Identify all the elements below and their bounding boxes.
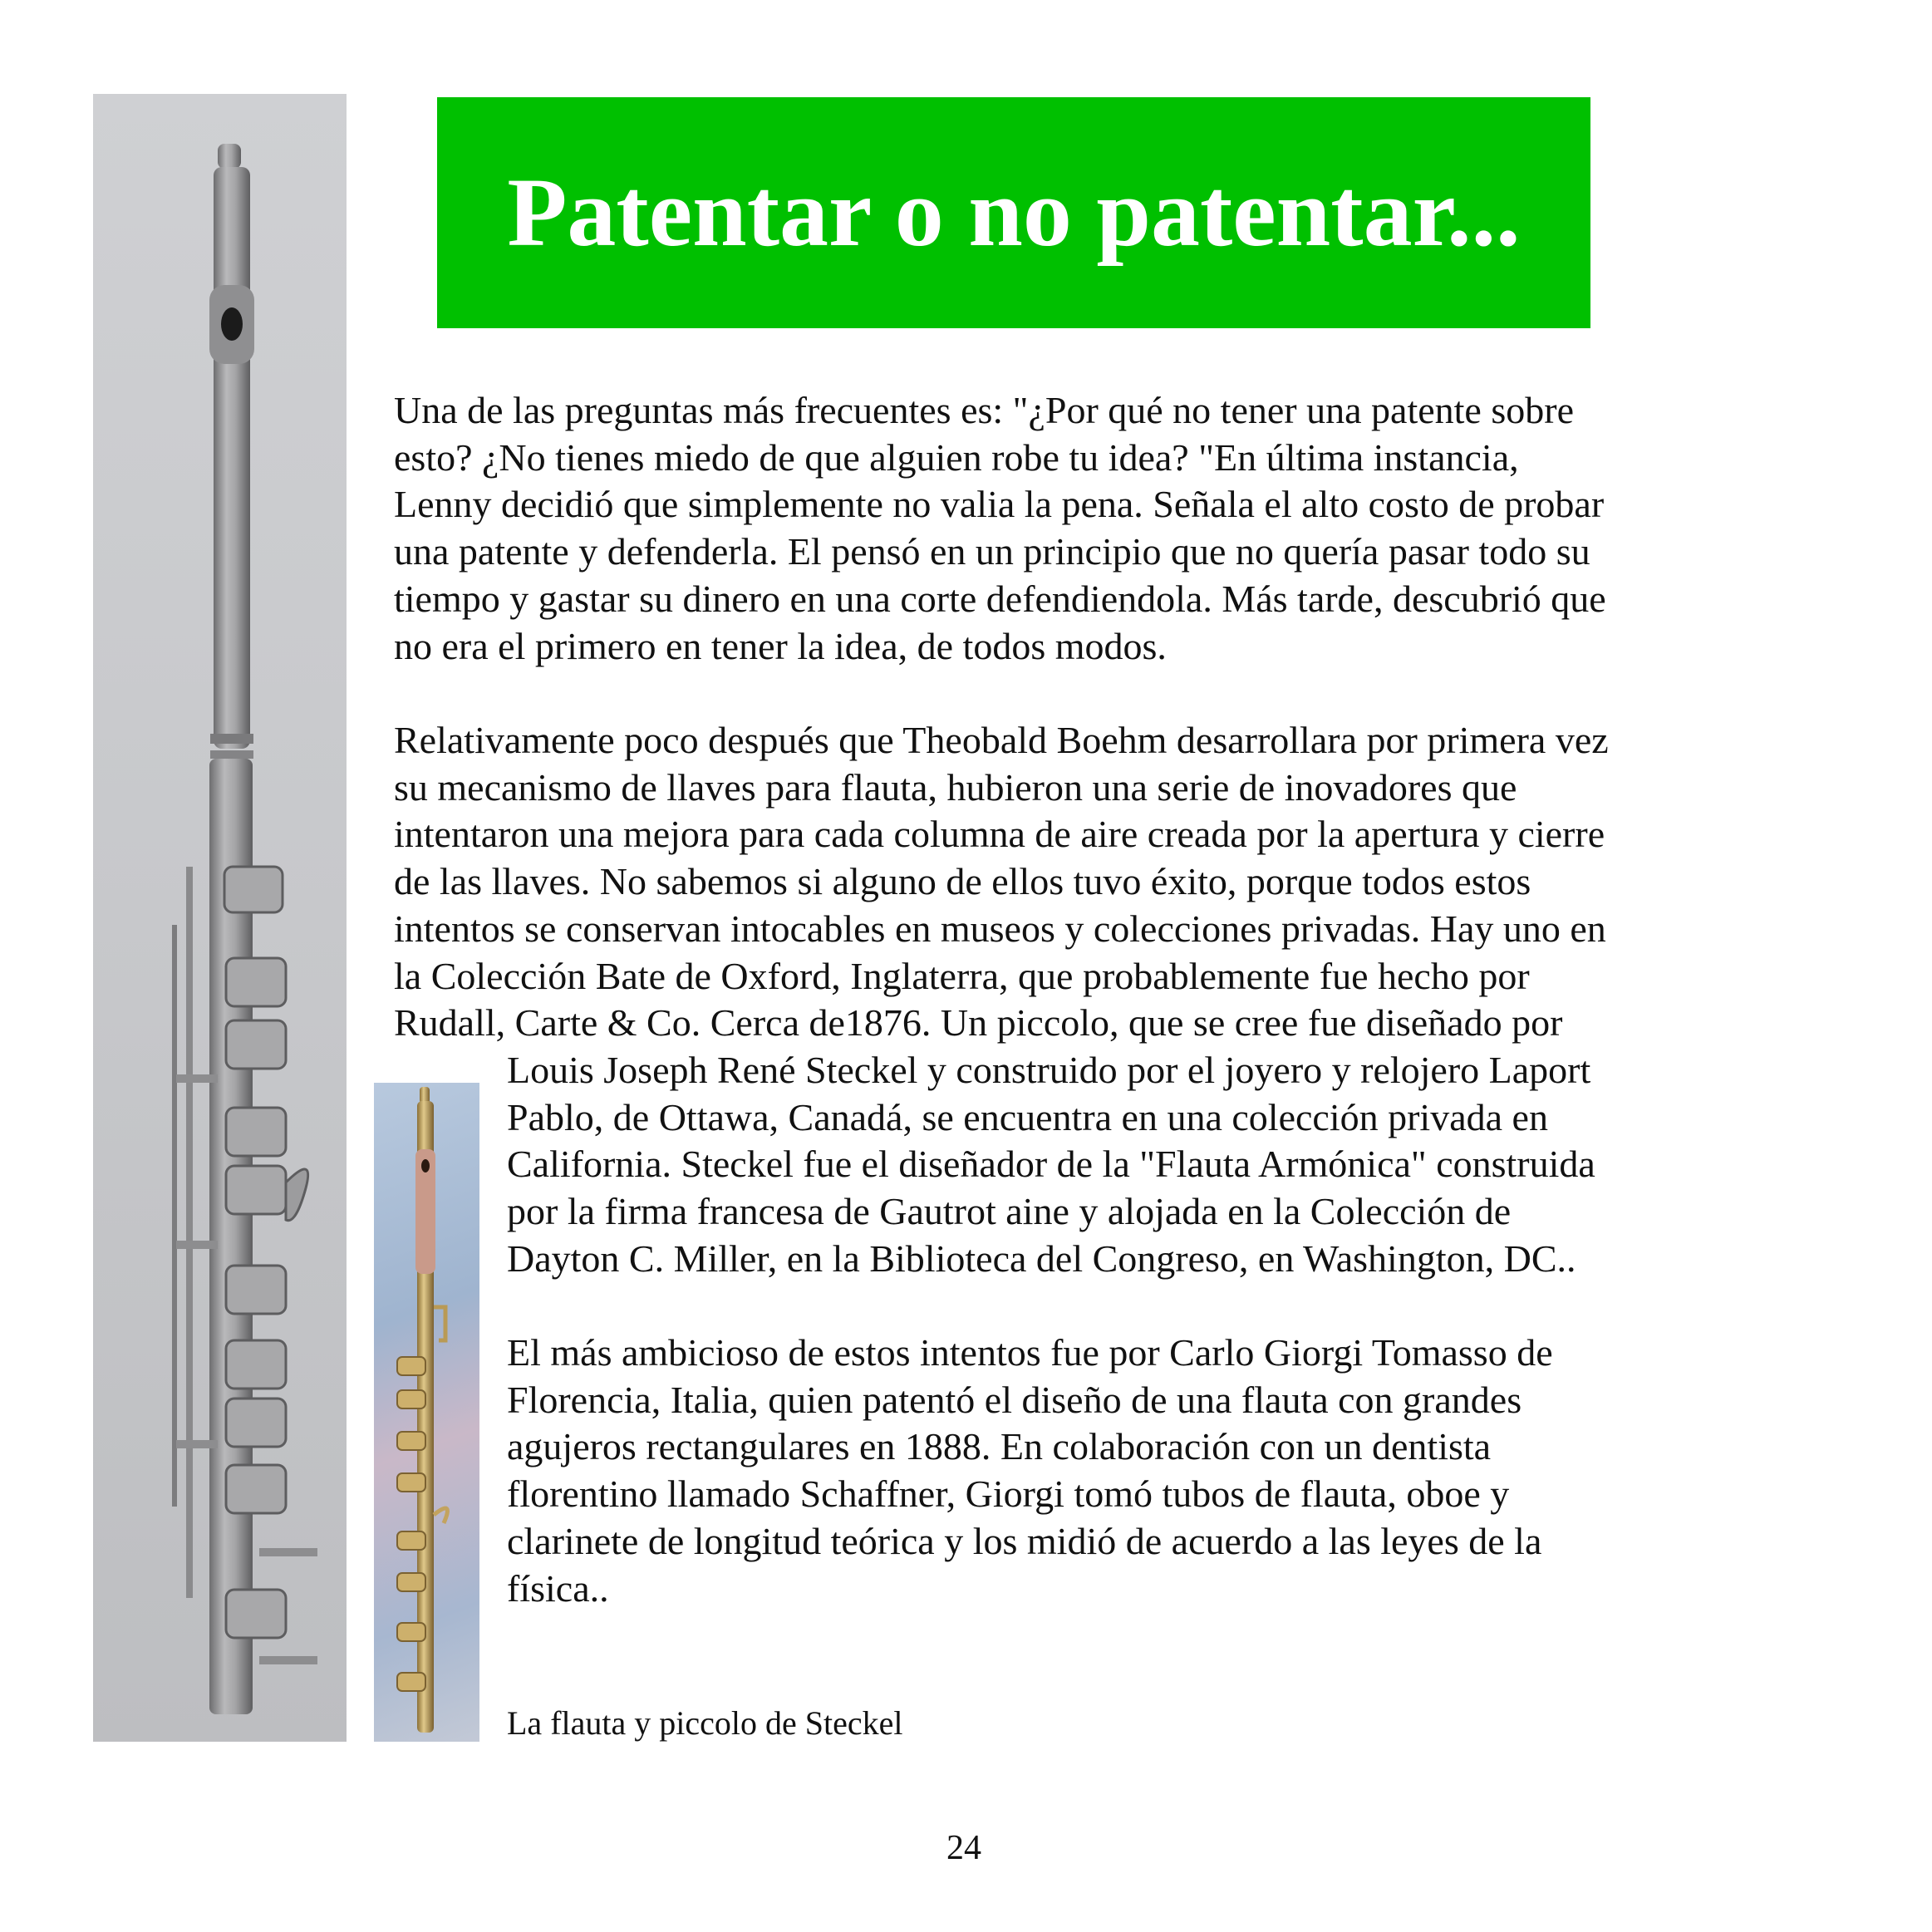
page-title: Patentar o no patentar... xyxy=(507,158,1521,267)
flute-key xyxy=(226,1020,286,1069)
flute-photo xyxy=(93,94,347,1742)
embouchure-hole xyxy=(221,307,243,341)
flute-head-joint xyxy=(214,167,250,749)
piccolo-key xyxy=(397,1357,425,1375)
piccolo-key xyxy=(397,1473,425,1492)
key-rod xyxy=(186,867,193,1598)
piccolo-trill-lever xyxy=(434,1508,447,1523)
page-number: 24 xyxy=(946,1829,981,1867)
silver-flute-illustration xyxy=(93,94,347,1742)
key-post xyxy=(176,1440,218,1448)
key-post xyxy=(259,1548,317,1556)
flute-key xyxy=(226,1266,286,1314)
piccolo-key xyxy=(397,1390,425,1408)
key-post xyxy=(259,1656,317,1664)
piccolo-key xyxy=(397,1673,425,1691)
flute-key xyxy=(226,1340,286,1389)
key-rod xyxy=(172,925,177,1507)
paragraph-patent-question: Una de las preguntas más frecuentes es: "¿Por qué no tener una patente sobre esto? ¿No tienes miedo de que alguien robe tu idea? "En última instancia, Lenny decidió que simplemente no valia la pena. Señala el alto costo de probar una patente y defenderla. El pensó en un principio que no quería pasar todo su tiempo y gastar su dinero en una corte defendiendola. Más tarde, descubrió que no era el primero en tener la idea, de todos modos. xyxy=(394,389,1606,667)
piccolo-key xyxy=(397,1432,425,1450)
piccolo-lever xyxy=(434,1307,445,1340)
image-caption: La flauta y piccolo de Steckel xyxy=(507,1704,903,1742)
key-post xyxy=(176,1074,218,1083)
paragraph-giorgi-tomasso: El más ambicioso de estos intentos fue por Carlo Giorgi Tomasso de Florencia, Italia, quien patentó el diseño de una flauta con grandes agujeros rectangulares en 1888. En colaboración con un dentista florentino llamado Schaffner, Giorgi tomó tubos de flauta, oboe y clarinete de longitud teórica y los midió de acuerdo a las leyes de la física.. xyxy=(507,1331,1553,1610)
trill-lever xyxy=(286,1169,308,1221)
flute-key xyxy=(224,867,283,912)
tenon-ring xyxy=(210,734,253,744)
flute-key xyxy=(226,1399,286,1447)
piccolo-embouchure-hole xyxy=(421,1159,430,1172)
gold-piccolo-illustration xyxy=(374,1083,479,1742)
title-banner xyxy=(437,97,1590,328)
key-post xyxy=(176,1241,218,1249)
flute-key xyxy=(226,1590,286,1638)
piccolo-key xyxy=(397,1573,425,1591)
piccolo-photo xyxy=(374,1083,479,1742)
flute-key xyxy=(226,1108,286,1156)
flute-key xyxy=(226,1166,286,1214)
flute-key xyxy=(226,958,286,1006)
flute-key xyxy=(226,1465,286,1513)
piccolo-key xyxy=(397,1531,425,1550)
paragraph-steckel-piccolo: Louis Joseph René Steckel y construido por el joyero y relojero Laport Pablo, de Ottawa, Canadá, se encuentra en una colección privada en California. Steckel fue el diseñador de la "Flauta Armónica" construida por la firma francesa de Gautrot aine y alojada en la Colección de Dayton C. Miller, en la Biblioteca del Congreso, en Washington, DC.. xyxy=(507,1049,1595,1280)
paragraph-boehm-innovators: Relativamente poco después que Theobald Boehm desarrollara por primera vez su mecanismo de llaves para flauta, hubieron una serie de inovadores que intentaron una mejora para cada columna de aire creada por la apertura y cierre de las llaves. No sabemos si alguno de ellos tuvo éxito, porque todos estos intentos se conservan intocables en museos y colecciones privadas. Hay uno en la Colección Bate de Oxford, Inglaterra, que probablemente fue hecho por Rudall, Carte & Co. Cerca de1876. Un piccolo, que se cree fue diseñado por xyxy=(394,719,1609,1045)
tenon-ring xyxy=(210,750,253,759)
piccolo-key xyxy=(397,1623,425,1641)
flute-crown xyxy=(218,144,241,169)
